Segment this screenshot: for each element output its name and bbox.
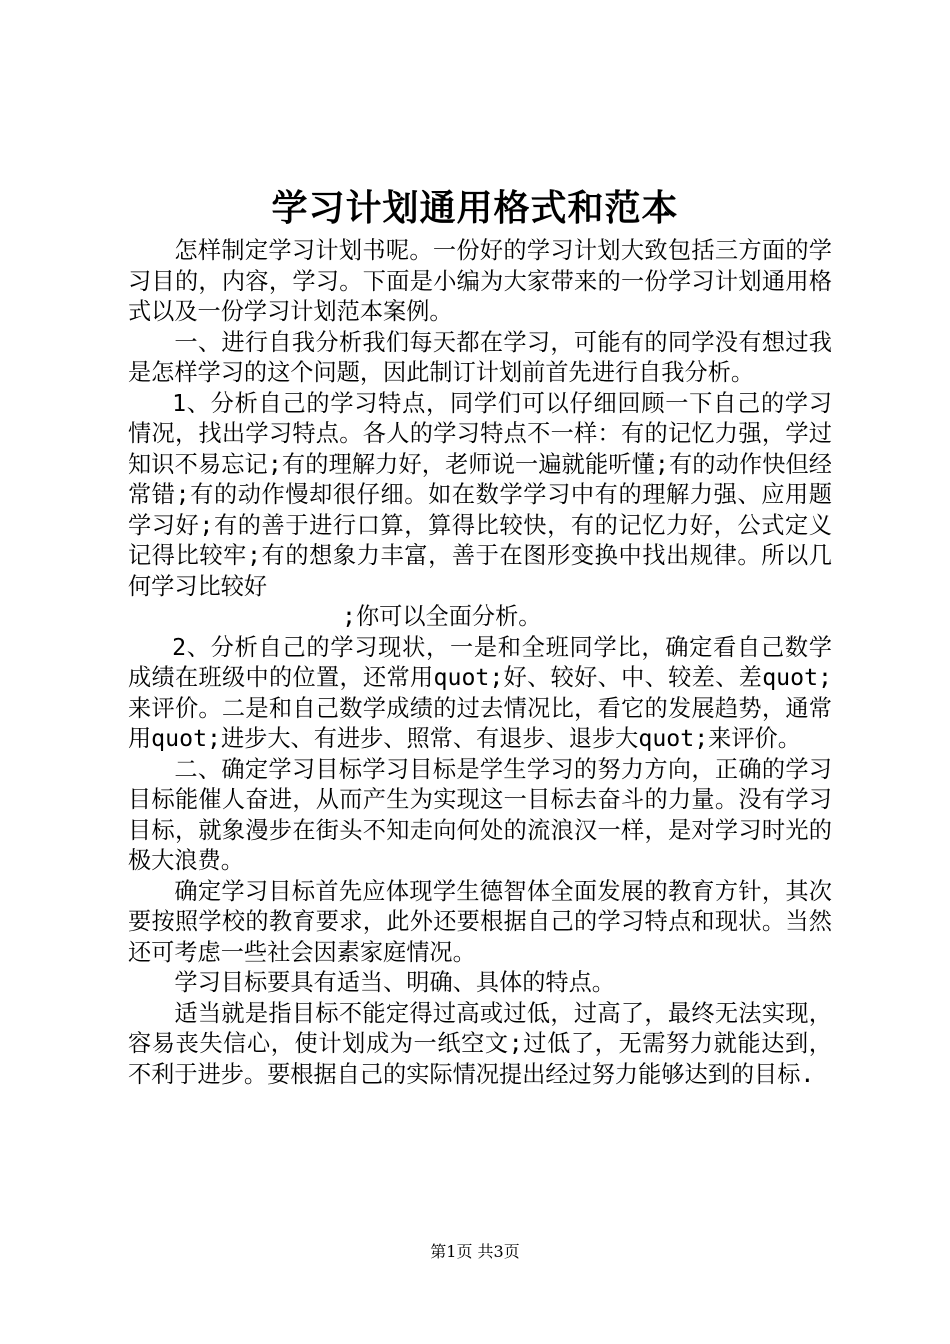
paragraph-goal-principles: 确定学习目标首先应体现学生德智体全面发展的教育方针，其次要按照学校的教育要求，此外还要根据自己的学习特点和现状。当然还可考虑一些社会因素家庭情况。: [128, 877, 832, 966]
page-footer: 第1页 共3页: [430, 1242, 520, 1261]
paragraph-goal-features: 学习目标要具有适当、明确、具体的特点。: [174, 969, 615, 996]
document-title: 学习计划通用格式和范本: [271, 187, 679, 229]
paragraph-learning-status: 2、分析自己的学习现状，一是和全班同学比，确定看自己数学成绩在班级中的位置，还常用quot;好、较好、中、较差、差quot;来评价。二是和自己数学成绩的过去情况比，看它的发展趋势，通常用quot;进步大、有进步、照常、有退步、退步大quot;来评价。: [128, 633, 832, 752]
paragraph-intro: 怎样制定学习计划书呢。一份好的学习计划大致包括三方面的学习目的，内容，学习。下面是小编为大家带来的一份学习计划通用格式以及一份学习计划范本案例。: [128, 237, 832, 325]
paragraph-self-analysis: 一、进行自我分析我们每天都在学习，可能有的同学没有想过我是怎样学习的这个问题，因此制订计划前首先进行自我分析。: [128, 328, 832, 386]
document-body: [128, 236, 832, 1090]
paragraph-learning-traits: 1、分析自己的学习特点，同学们可以仔细回顾一下自己的学习情况，找出学习特点。各人的学习特点不一样：有的记忆力强，学过知识不易忘记;有的理解力好，老师说一遍就能听懂;有的动作快但经常错;有的动作慢却很仔细。如在数学学习中有的理解力强、应用题学习好;有的善于进行口算，算得比较快，有的记忆力好，公式定义记得比较牢;有的想象力丰富，善于在图形变换中找出规律。所以几何学习比较好: [128, 389, 832, 600]
paragraph-set-goals: 二、确定学习目标学习目标是学生学习的努力方向，正确的学习目标能催人奋进，从而产生为实现这一目标去奋斗的力量。没有学习目标，就象漫步在街头不知走向何处的流浪汉一样，是对学习时光的极大浪费。: [128, 755, 832, 874]
paragraph-fragment: ;你可以全面分析。: [342, 603, 542, 630]
paragraph-appropriate-goals: 适当就是指目标不能定得过高或过低，过高了，最终无法实现，容易丧失信心，使计划成为一纸空文;过低了，无需努力就能达到，不利于进步。要根据自己的实际情况提出经过努力能够达到的目标.: [128, 999, 832, 1088]
